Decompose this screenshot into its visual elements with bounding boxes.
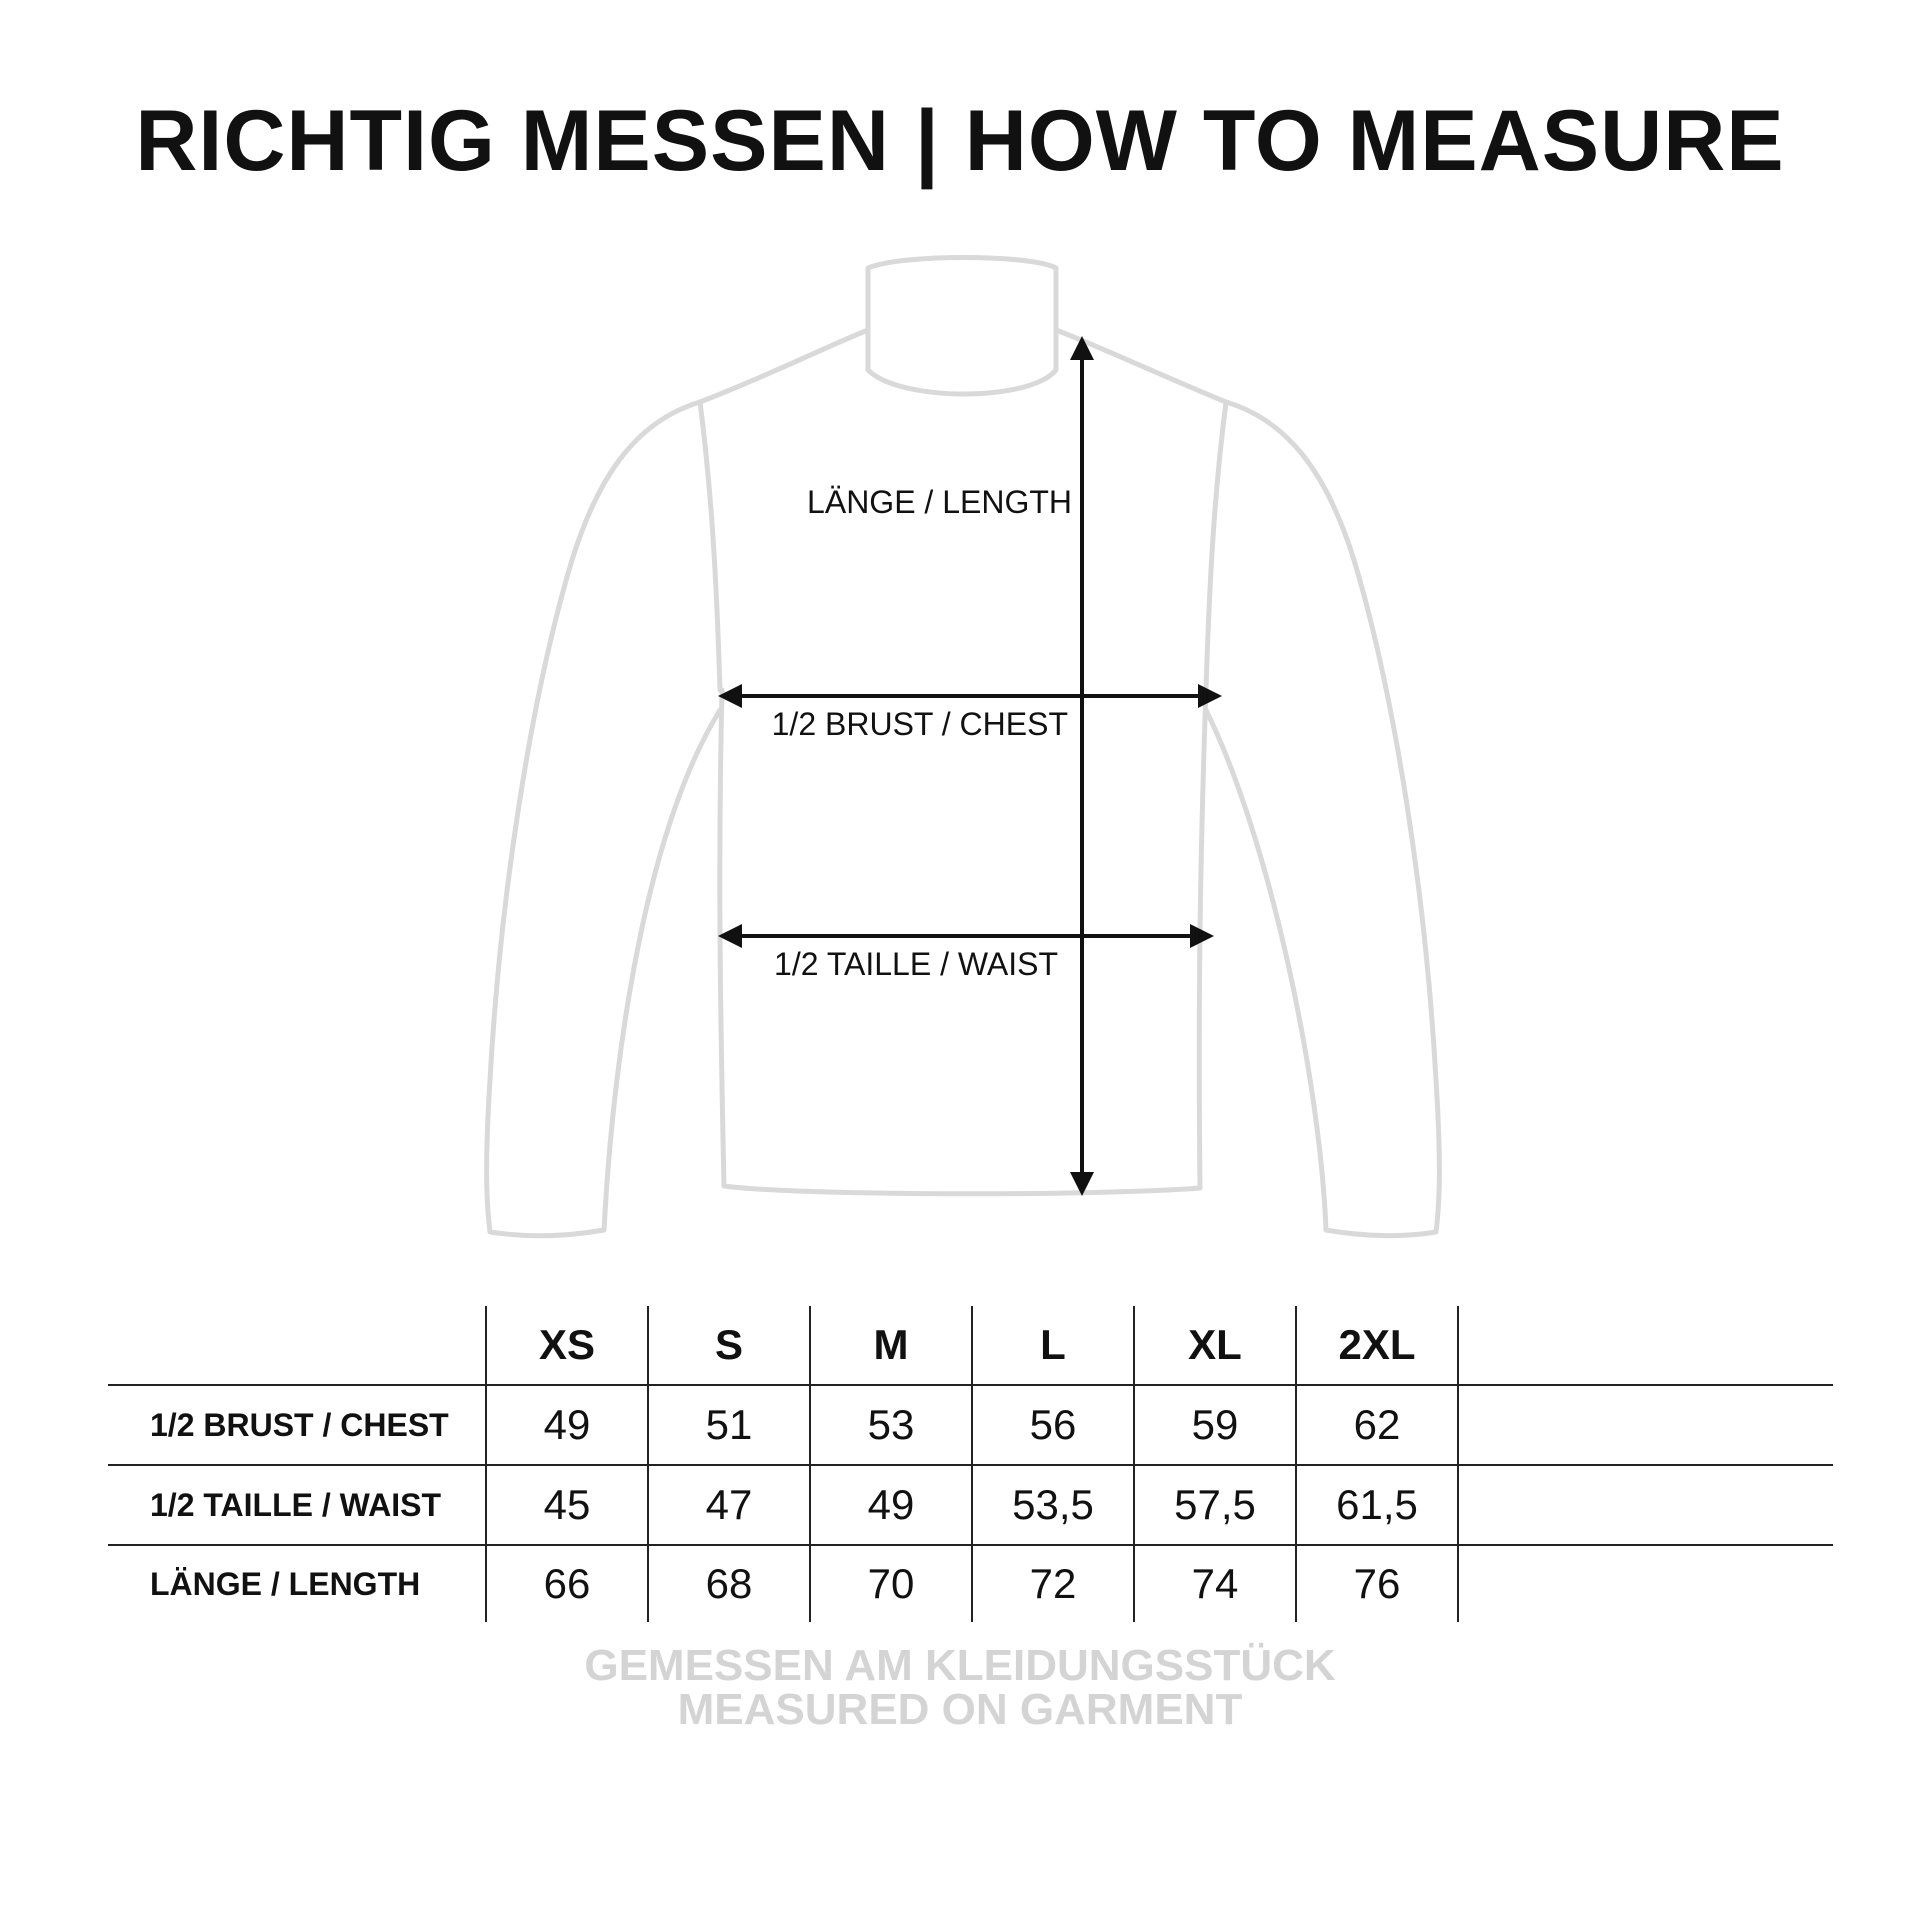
note-line-de: GEMESSEN AM KLEIDUNGSSTÜCK <box>584 1641 1336 1690</box>
body-outline <box>487 330 1440 1236</box>
row-spacer <box>1458 1465 1833 1545</box>
cell-chest-s: 51 <box>648 1385 810 1465</box>
cell-waist-2xl: 61,5 <box>1296 1465 1458 1545</box>
length-label: LÄNGE / LENGTH <box>807 484 1072 520</box>
size-header-s: S <box>648 1306 810 1385</box>
row-spacer <box>1458 1385 1833 1465</box>
size-header-m: M <box>810 1306 972 1385</box>
cell-waist-xl: 57,5 <box>1134 1465 1296 1545</box>
cell-length-2xl: 76 <box>1296 1545 1458 1622</box>
row-label-waist: 1/2 TAILLE / WAIST <box>108 1465 486 1545</box>
note-line-en: MEASURED ON GARMENT <box>677 1685 1243 1734</box>
cell-length-l: 72 <box>972 1545 1134 1622</box>
row-label-chest: 1/2 BRUST / CHEST <box>108 1385 486 1465</box>
table-row-length <box>108 1545 1833 1622</box>
row-spacer-last <box>1458 1545 1833 1622</box>
cell-waist-xs: 45 <box>486 1465 648 1545</box>
size-header-xs: XS <box>486 1306 648 1385</box>
header-spacer <box>1458 1306 1833 1385</box>
size-header-l: L <box>972 1306 1134 1385</box>
sweater-outline <box>487 258 1440 1236</box>
header-empty-cell <box>108 1306 486 1385</box>
waist-label: 1/2 TAILLE / WAIST <box>774 946 1058 982</box>
cell-chest-l: 56 <box>972 1385 1134 1465</box>
cell-chest-xs: 49 <box>486 1385 648 1465</box>
table-row-waist <box>108 1465 1833 1545</box>
chest-label: 1/2 BRUST / CHEST <box>771 706 1068 742</box>
size-header-row <box>108 1306 1833 1385</box>
size-header-2xl: 2XL <box>1296 1306 1458 1385</box>
cell-length-s: 68 <box>648 1545 810 1622</box>
cell-length-xs: 66 <box>486 1545 648 1622</box>
cell-chest-xl: 59 <box>1134 1385 1296 1465</box>
collar-shape <box>868 258 1056 395</box>
cell-waist-m: 49 <box>810 1465 972 1545</box>
size-table <box>108 1306 1833 1622</box>
cell-length-xl: 74 <box>1134 1545 1296 1622</box>
measurement-arrows <box>722 340 1218 1192</box>
left-armhole-line <box>700 402 720 690</box>
cell-waist-l: 53,5 <box>972 1465 1134 1545</box>
cell-length-m: 70 <box>810 1545 972 1622</box>
cell-chest-2xl: 62 <box>1296 1385 1458 1465</box>
cell-waist-s: 47 <box>648 1465 810 1545</box>
size-header-xl: XL <box>1134 1306 1296 1385</box>
table-row-chest <box>108 1385 1833 1465</box>
cell-chest-m: 53 <box>810 1385 972 1465</box>
page-title: RICHTIG MESSEN | HOW TO MEASURE <box>135 93 1785 189</box>
measurement-note <box>0 1641 1920 1734</box>
row-label-length: LÄNGE / LENGTH <box>108 1545 486 1622</box>
right-armhole-line <box>1206 402 1226 690</box>
